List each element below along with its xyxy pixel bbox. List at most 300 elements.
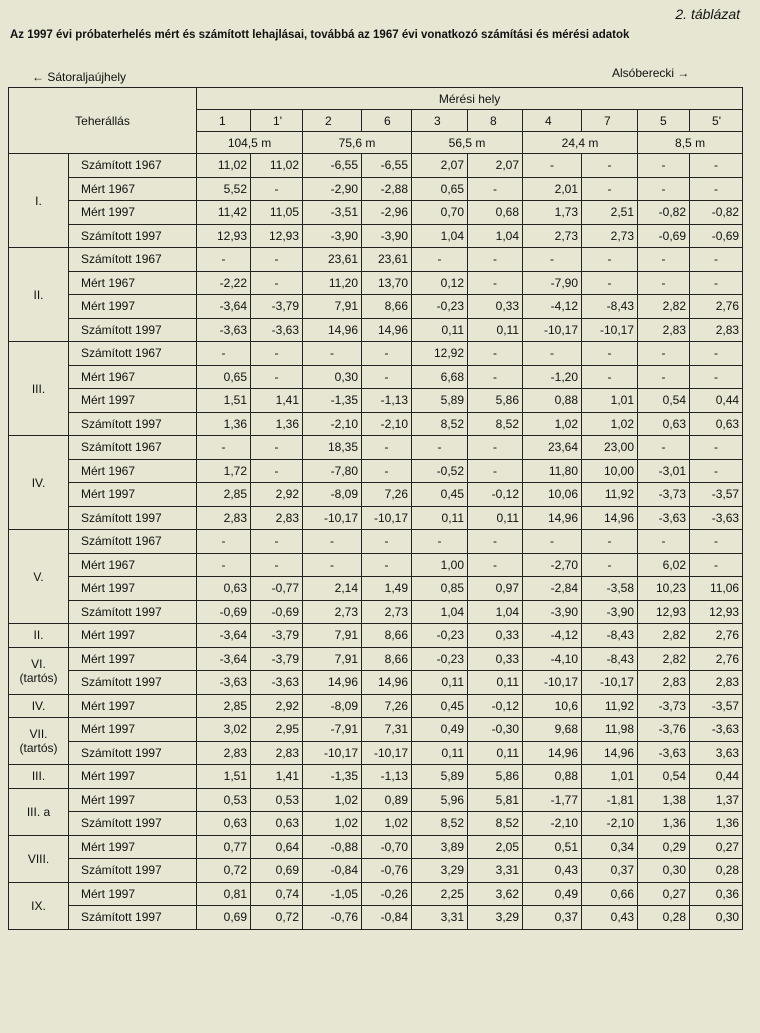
table-row xyxy=(9,859,743,883)
loading-group-label: II. xyxy=(9,248,69,342)
value-cell: -10,17 xyxy=(582,671,638,695)
point-header: 6 xyxy=(362,110,412,132)
value-cell: 1,02 xyxy=(523,412,582,436)
point-header: 8 xyxy=(468,110,523,132)
value-cell: 0,53 xyxy=(197,788,251,812)
row-type-label: Mért 1997 xyxy=(69,201,197,225)
value-cell: -3,64 xyxy=(197,295,251,319)
value-cell: 8,52 xyxy=(412,412,468,436)
value-cell: -10,17 xyxy=(303,506,362,530)
table-row xyxy=(9,882,743,906)
value-cell: -10,17 xyxy=(523,671,582,695)
value-cell: 1,04 xyxy=(468,224,523,248)
table-row xyxy=(9,694,743,718)
value-cell: 12,93 xyxy=(251,224,303,248)
value-cell: 1,01 xyxy=(582,765,638,789)
value-cell: -3,90 xyxy=(582,600,638,624)
value-cell: 0,63 xyxy=(197,577,251,601)
row-type-label: Számított 1967 xyxy=(69,342,197,366)
value-cell: -10,17 xyxy=(523,318,582,342)
value-cell: - xyxy=(638,154,690,178)
value-cell: 12,93 xyxy=(638,600,690,624)
value-cell: -3,79 xyxy=(251,295,303,319)
value-cell: 0,74 xyxy=(251,882,303,906)
value-cell: 0,37 xyxy=(523,906,582,930)
value-cell: 13,70 xyxy=(362,271,412,295)
value-cell: -0,69 xyxy=(197,600,251,624)
value-cell: -0,70 xyxy=(362,835,412,859)
value-cell: 2,76 xyxy=(690,624,743,648)
value-cell: 0,37 xyxy=(582,859,638,883)
value-cell: - xyxy=(523,530,582,554)
value-cell: 0,11 xyxy=(468,671,523,695)
value-cell: 7,91 xyxy=(303,624,362,648)
value-cell: 23,61 xyxy=(362,248,412,272)
table-row xyxy=(9,506,743,530)
value-cell: 1,02 xyxy=(303,788,362,812)
table-row xyxy=(9,553,743,577)
value-cell: 8,52 xyxy=(412,812,468,836)
table-row xyxy=(9,459,743,483)
value-cell: -4,12 xyxy=(523,624,582,648)
value-cell: 5,96 xyxy=(412,788,468,812)
value-cell: -0,12 xyxy=(468,483,523,507)
value-cell: 1,38 xyxy=(638,788,690,812)
value-cell: 0,66 xyxy=(582,882,638,906)
value-cell: -7,90 xyxy=(523,271,582,295)
value-cell: -10,17 xyxy=(362,506,412,530)
value-cell: - xyxy=(582,177,638,201)
value-cell: 0,11 xyxy=(468,506,523,530)
value-cell: 0,70 xyxy=(412,201,468,225)
value-cell: 0,77 xyxy=(197,835,251,859)
value-cell: 2,83 xyxy=(638,671,690,695)
value-cell: 23,64 xyxy=(523,436,582,460)
value-cell: -0,52 xyxy=(412,459,468,483)
value-cell: 0,11 xyxy=(412,741,468,765)
row-type-label: Mért 1967 xyxy=(69,271,197,295)
value-cell: 2,83 xyxy=(690,318,743,342)
value-cell: -0,69 xyxy=(251,600,303,624)
value-cell: 23,00 xyxy=(582,436,638,460)
value-cell: -1,20 xyxy=(523,365,582,389)
table-row xyxy=(9,201,743,225)
value-cell: 8,52 xyxy=(468,412,523,436)
value-cell: -0,84 xyxy=(362,906,412,930)
value-cell: 2,85 xyxy=(197,694,251,718)
value-cell: 0,12 xyxy=(412,271,468,295)
value-cell: - xyxy=(362,436,412,460)
direction-left-label: ← Sátoraljaújhely xyxy=(32,70,127,84)
value-cell: -3,63 xyxy=(638,506,690,530)
value-cell: 0,89 xyxy=(362,788,412,812)
value-cell: 0,49 xyxy=(523,882,582,906)
value-cell: 0,63 xyxy=(638,412,690,436)
point-header: 7 xyxy=(582,110,638,132)
value-cell: 1,04 xyxy=(468,600,523,624)
value-cell: -3,58 xyxy=(582,577,638,601)
value-cell: - xyxy=(468,365,523,389)
value-cell: 0,28 xyxy=(690,859,743,883)
value-cell: 14,96 xyxy=(362,671,412,695)
value-cell: - xyxy=(197,530,251,554)
value-cell: - xyxy=(468,271,523,295)
value-cell: 2,83 xyxy=(638,318,690,342)
value-cell: 2,83 xyxy=(251,506,303,530)
value-cell: 23,61 xyxy=(303,248,362,272)
table-row xyxy=(9,318,743,342)
value-cell: 0,29 xyxy=(638,835,690,859)
value-cell: -8,43 xyxy=(582,647,638,671)
value-cell: -2,96 xyxy=(362,201,412,225)
table-row xyxy=(9,389,743,413)
value-cell: - xyxy=(690,342,743,366)
table-row xyxy=(9,835,743,859)
value-cell: -1,13 xyxy=(362,765,412,789)
table-row xyxy=(9,342,743,366)
value-cell: - xyxy=(468,436,523,460)
value-cell: -3,79 xyxy=(251,647,303,671)
value-cell: 7,31 xyxy=(362,718,412,742)
table-row xyxy=(9,483,743,507)
value-cell: 2,82 xyxy=(638,624,690,648)
value-cell: 11,02 xyxy=(197,154,251,178)
value-cell: - xyxy=(638,365,690,389)
table-row xyxy=(9,154,743,178)
table-row xyxy=(9,671,743,695)
value-cell: - xyxy=(582,530,638,554)
loading-group-label: VII. (tartós) xyxy=(9,718,69,765)
value-cell: 0,69 xyxy=(197,906,251,930)
value-cell: 10,23 xyxy=(638,577,690,601)
value-cell: -8,09 xyxy=(303,694,362,718)
value-cell: 0,54 xyxy=(638,765,690,789)
value-cell: -0,23 xyxy=(412,295,468,319)
value-cell: 0,30 xyxy=(690,906,743,930)
row-type-label: Számított 1997 xyxy=(69,741,197,765)
table-row xyxy=(9,765,743,789)
value-cell: 1,00 xyxy=(412,553,468,577)
value-cell: - xyxy=(690,248,743,272)
value-cell: - xyxy=(468,248,523,272)
value-cell: -3,76 xyxy=(638,718,690,742)
value-cell: 0,81 xyxy=(197,882,251,906)
value-cell: -3,51 xyxy=(303,201,362,225)
value-cell: 2,92 xyxy=(251,483,303,507)
value-cell: - xyxy=(362,553,412,577)
value-cell: 2,83 xyxy=(197,506,251,530)
value-cell: 11,20 xyxy=(303,271,362,295)
value-cell: - xyxy=(251,553,303,577)
value-cell: 2,14 xyxy=(303,577,362,601)
value-cell: - xyxy=(690,459,743,483)
value-cell: 0,69 xyxy=(251,859,303,883)
value-cell: 2,95 xyxy=(251,718,303,742)
value-cell: - xyxy=(582,154,638,178)
value-cell: 0,63 xyxy=(197,812,251,836)
value-cell: 2,73 xyxy=(362,600,412,624)
value-cell: -6,55 xyxy=(303,154,362,178)
value-cell: 7,26 xyxy=(362,694,412,718)
row-type-label: Mért 1997 xyxy=(69,483,197,507)
table-row xyxy=(9,624,743,648)
value-cell: 1,36 xyxy=(197,412,251,436)
value-cell: -3,63 xyxy=(690,506,743,530)
value-cell: -2,10 xyxy=(303,412,362,436)
row-type-label: Számított 1997 xyxy=(69,318,197,342)
table-row xyxy=(9,600,743,624)
direction-right-label: Alsóberecki → xyxy=(612,66,690,80)
value-cell: - xyxy=(582,365,638,389)
value-cell: 0,68 xyxy=(468,201,523,225)
value-cell: 3,31 xyxy=(468,859,523,883)
row-type-label: Mért 1967 xyxy=(69,459,197,483)
row-type-label: Mért 1997 xyxy=(69,577,197,601)
value-cell: 0,72 xyxy=(197,859,251,883)
loading-group-label: II. xyxy=(9,624,69,648)
value-cell: 1,02 xyxy=(303,812,362,836)
value-cell: 14,96 xyxy=(582,506,638,530)
value-cell: 5,89 xyxy=(412,389,468,413)
value-cell: 1,51 xyxy=(197,389,251,413)
value-cell: - xyxy=(251,365,303,389)
value-cell: -3,63 xyxy=(197,318,251,342)
value-cell: 1,01 xyxy=(582,389,638,413)
span-header: 104,5 m xyxy=(197,132,303,154)
value-cell: 0,27 xyxy=(638,882,690,906)
row-type-label: Mért 1967 xyxy=(69,177,197,201)
loading-group-label: III. xyxy=(9,342,69,436)
value-cell: 1,37 xyxy=(690,788,743,812)
value-cell: 12,93 xyxy=(197,224,251,248)
value-cell: 11,80 xyxy=(523,459,582,483)
value-cell: -1,35 xyxy=(303,765,362,789)
value-cell: -0,12 xyxy=(468,694,523,718)
value-cell: - xyxy=(251,271,303,295)
value-cell: -0,82 xyxy=(690,201,743,225)
value-cell: 2,92 xyxy=(251,694,303,718)
value-cell: 0,53 xyxy=(251,788,303,812)
value-cell: 0,64 xyxy=(251,835,303,859)
value-cell: -3,63 xyxy=(690,718,743,742)
value-cell: 0,88 xyxy=(523,389,582,413)
value-cell: - xyxy=(638,271,690,295)
value-cell: 0,34 xyxy=(582,835,638,859)
value-cell: 0,33 xyxy=(468,295,523,319)
value-cell: - xyxy=(638,436,690,460)
value-cell: - xyxy=(197,436,251,460)
value-cell: -0,69 xyxy=(690,224,743,248)
value-cell: 0,28 xyxy=(638,906,690,930)
value-cell: - xyxy=(690,436,743,460)
row-type-label: Számított 1967 xyxy=(69,436,197,460)
value-cell: 2,73 xyxy=(303,600,362,624)
value-cell: 7,91 xyxy=(303,647,362,671)
span-header: 56,5 m xyxy=(412,132,523,154)
value-cell: - xyxy=(197,553,251,577)
value-cell: -3,79 xyxy=(251,624,303,648)
value-cell: 0,11 xyxy=(468,318,523,342)
point-header: 1' xyxy=(251,110,303,132)
value-cell: 0,33 xyxy=(468,624,523,648)
value-cell: 0,51 xyxy=(523,835,582,859)
value-cell: 3,89 xyxy=(412,835,468,859)
value-cell: - xyxy=(303,530,362,554)
value-cell: 14,96 xyxy=(523,506,582,530)
value-cell: -1,81 xyxy=(582,788,638,812)
row-type-label: Mért 1967 xyxy=(69,365,197,389)
value-cell: - xyxy=(468,177,523,201)
value-cell: -10,17 xyxy=(362,741,412,765)
value-cell: 0,11 xyxy=(468,741,523,765)
table-row xyxy=(9,647,743,671)
value-cell: -4,10 xyxy=(523,647,582,671)
value-cell: - xyxy=(690,154,743,178)
row-type-label: Mért 1997 xyxy=(69,295,197,319)
value-cell: 5,86 xyxy=(468,389,523,413)
value-cell: - xyxy=(251,342,303,366)
value-cell: 0,44 xyxy=(690,389,743,413)
value-cell: -7,80 xyxy=(303,459,362,483)
value-cell: -1,77 xyxy=(523,788,582,812)
value-cell: - xyxy=(362,459,412,483)
row-type-label: Mért 1997 xyxy=(69,389,197,413)
row-type-label: Számított 1967 xyxy=(69,248,197,272)
loading-group-label: VIII. xyxy=(9,835,69,882)
value-cell: - xyxy=(362,530,412,554)
value-cell: -3,90 xyxy=(303,224,362,248)
value-cell: 7,91 xyxy=(303,295,362,319)
row-type-label: Számított 1967 xyxy=(69,530,197,554)
value-cell: 2,85 xyxy=(197,483,251,507)
span-header: 8,5 m xyxy=(638,132,743,154)
value-cell: - xyxy=(690,177,743,201)
value-cell: 18,35 xyxy=(303,436,362,460)
value-cell: 0,45 xyxy=(412,694,468,718)
value-cell: 5,89 xyxy=(412,765,468,789)
value-cell: -0,30 xyxy=(468,718,523,742)
value-cell: -2,70 xyxy=(523,553,582,577)
value-cell: - xyxy=(638,177,690,201)
loading-group-label: III. xyxy=(9,765,69,789)
value-cell: -3,64 xyxy=(197,624,251,648)
value-cell: -0,76 xyxy=(303,906,362,930)
value-cell: 14,96 xyxy=(523,741,582,765)
value-cell: -0,77 xyxy=(251,577,303,601)
value-cell: - xyxy=(412,436,468,460)
value-cell: 2,82 xyxy=(638,647,690,671)
value-cell: 5,86 xyxy=(468,765,523,789)
value-cell: -0,76 xyxy=(362,859,412,883)
table-body xyxy=(9,154,743,930)
value-cell: 3,63 xyxy=(690,741,743,765)
value-cell: -0,88 xyxy=(303,835,362,859)
table-row xyxy=(9,788,743,812)
row-type-label: Számított 1997 xyxy=(69,859,197,883)
value-cell: -2,90 xyxy=(303,177,362,201)
value-cell: 11,02 xyxy=(251,154,303,178)
value-cell: 1,36 xyxy=(251,412,303,436)
value-cell: - xyxy=(251,530,303,554)
value-cell: 12,92 xyxy=(412,342,468,366)
value-cell: 5,52 xyxy=(197,177,251,201)
value-cell: - xyxy=(638,248,690,272)
value-cell: 0,85 xyxy=(412,577,468,601)
row-type-label: Számított 1997 xyxy=(69,812,197,836)
value-cell: 0,63 xyxy=(251,812,303,836)
value-cell: 0,97 xyxy=(468,577,523,601)
value-cell: -8,09 xyxy=(303,483,362,507)
value-cell: - xyxy=(468,342,523,366)
point-header: 2 xyxy=(303,110,362,132)
value-cell: 2,05 xyxy=(468,835,523,859)
row-type-label: Számított 1997 xyxy=(69,600,197,624)
value-cell: 1,36 xyxy=(638,812,690,836)
value-cell: 0,65 xyxy=(197,365,251,389)
value-cell: 3,02 xyxy=(197,718,251,742)
row-type-label: Mért 1967 xyxy=(69,553,197,577)
value-cell: - xyxy=(197,342,251,366)
value-cell: 11,98 xyxy=(582,718,638,742)
value-cell: 3,62 xyxy=(468,882,523,906)
value-cell: -3,63 xyxy=(251,671,303,695)
value-cell: - xyxy=(468,553,523,577)
value-cell: 0,36 xyxy=(690,882,743,906)
value-cell: -8,43 xyxy=(582,295,638,319)
value-cell: 1,02 xyxy=(362,812,412,836)
value-cell: -8,43 xyxy=(582,624,638,648)
value-cell: 3,29 xyxy=(468,906,523,930)
value-cell: 2,07 xyxy=(468,154,523,178)
value-cell: -3,73 xyxy=(638,694,690,718)
table-row xyxy=(9,224,743,248)
value-cell: - xyxy=(523,342,582,366)
value-cell: 0,65 xyxy=(412,177,468,201)
value-cell: 2,76 xyxy=(690,295,743,319)
value-cell: 1,04 xyxy=(412,600,468,624)
row-type-label: Mért 1997 xyxy=(69,694,197,718)
value-cell: 1,72 xyxy=(197,459,251,483)
value-cell: - xyxy=(690,530,743,554)
value-cell: 0,88 xyxy=(523,765,582,789)
loading-group-label: III. a xyxy=(9,788,69,835)
value-cell: 2,07 xyxy=(412,154,468,178)
table-row xyxy=(9,530,743,554)
loading-group-label: IX. xyxy=(9,882,69,929)
table-row xyxy=(9,741,743,765)
row-type-label: Számított 1997 xyxy=(69,671,197,695)
measurement-place-header: Mérési hely xyxy=(197,88,743,110)
loading-group-label: VI. (tartós) xyxy=(9,647,69,694)
value-cell: - xyxy=(638,530,690,554)
value-cell: 8,66 xyxy=(362,295,412,319)
value-cell: - xyxy=(303,342,362,366)
value-cell: -2,10 xyxy=(582,812,638,836)
value-cell: 2,01 xyxy=(523,177,582,201)
value-cell: -0,23 xyxy=(412,624,468,648)
value-cell: -7,91 xyxy=(303,718,362,742)
value-cell: 2,83 xyxy=(251,741,303,765)
value-cell: 1,51 xyxy=(197,765,251,789)
value-cell: 3,31 xyxy=(412,906,468,930)
value-cell: 7,26 xyxy=(362,483,412,507)
value-cell: 1,73 xyxy=(523,201,582,225)
point-header: 5 xyxy=(638,110,690,132)
value-cell: 0,63 xyxy=(690,412,743,436)
value-cell: -3,90 xyxy=(523,600,582,624)
value-cell: -0,84 xyxy=(303,859,362,883)
value-cell: 2,82 xyxy=(638,295,690,319)
